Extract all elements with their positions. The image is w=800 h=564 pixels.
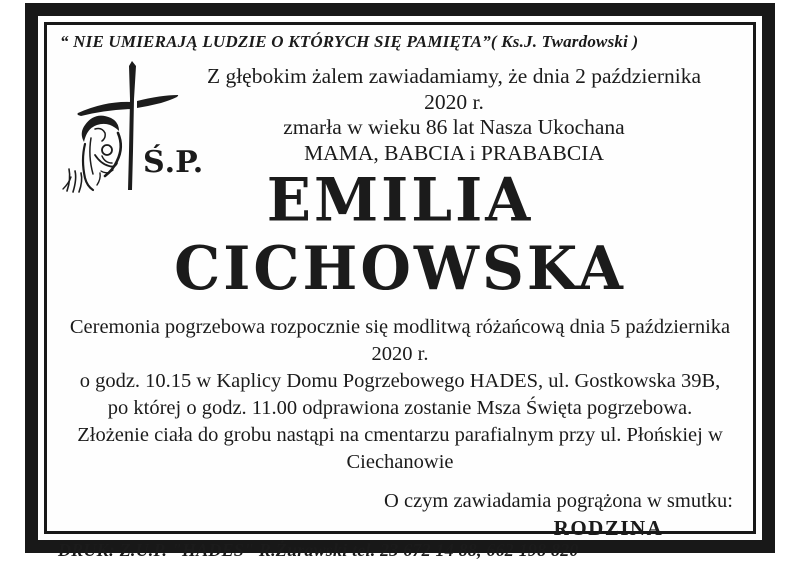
closing-signature: RODZINA xyxy=(553,516,664,540)
ceremony-details xyxy=(55,314,745,476)
intro-row xyxy=(55,55,745,180)
announcement-line: zmarła w wieku 86 lat Nasza Ukochana xyxy=(283,115,625,139)
ceremony-line: o godz. 10.15 w Kaplicy Domu Pogrzebowego HADES, ul. Gostkowska 39B, xyxy=(79,370,721,392)
madonna-cross-emblem xyxy=(55,55,204,180)
deceased-first-name: EMILIA xyxy=(266,164,534,236)
sp-abbreviation: Ś.P. xyxy=(143,145,204,180)
printer-credit: DRUK: Z.U.P. "HADES" R.Żurawski tel. 23 672 14 88, 662 198 820 xyxy=(58,540,579,560)
closing-block xyxy=(384,489,745,540)
deceased-last-name: CICHOWSKA xyxy=(174,232,626,304)
memorial-quote: “ NIE UMIERAJĄ LUDZIE O KTÓRYCH SIĘ PAMIĘTA”( Ks.J. Twardowski ) xyxy=(60,32,639,51)
announcement-line: Z głębokim żalem zawiadamiamy, że dnia 2 października 2020 r. xyxy=(206,64,702,114)
ceremony-line: Ceremonia pogrzebowa rozpocznie się modlitwą różańcową dnia 5 października 2020 r. xyxy=(69,316,731,365)
announcement-line: MAMA, BABCIA i PRABABCIA xyxy=(304,140,604,165)
closing-line: O czym zawiadamia pogrążona w smutku: xyxy=(384,490,733,512)
ceremony-line: po której o godz. 11.00 odprawiona zostanie Msza Święta pogrzebowa. xyxy=(107,397,693,419)
deceased-name xyxy=(55,165,745,302)
death-announcement xyxy=(197,55,745,166)
inner-frame xyxy=(44,22,756,560)
outer-frame xyxy=(25,3,775,560)
ceremony-line: Złożenie ciała do grobu nastąpi na cmentarzu parafialnym przy ul. Płońskiej w Ciechanowie xyxy=(77,424,723,473)
